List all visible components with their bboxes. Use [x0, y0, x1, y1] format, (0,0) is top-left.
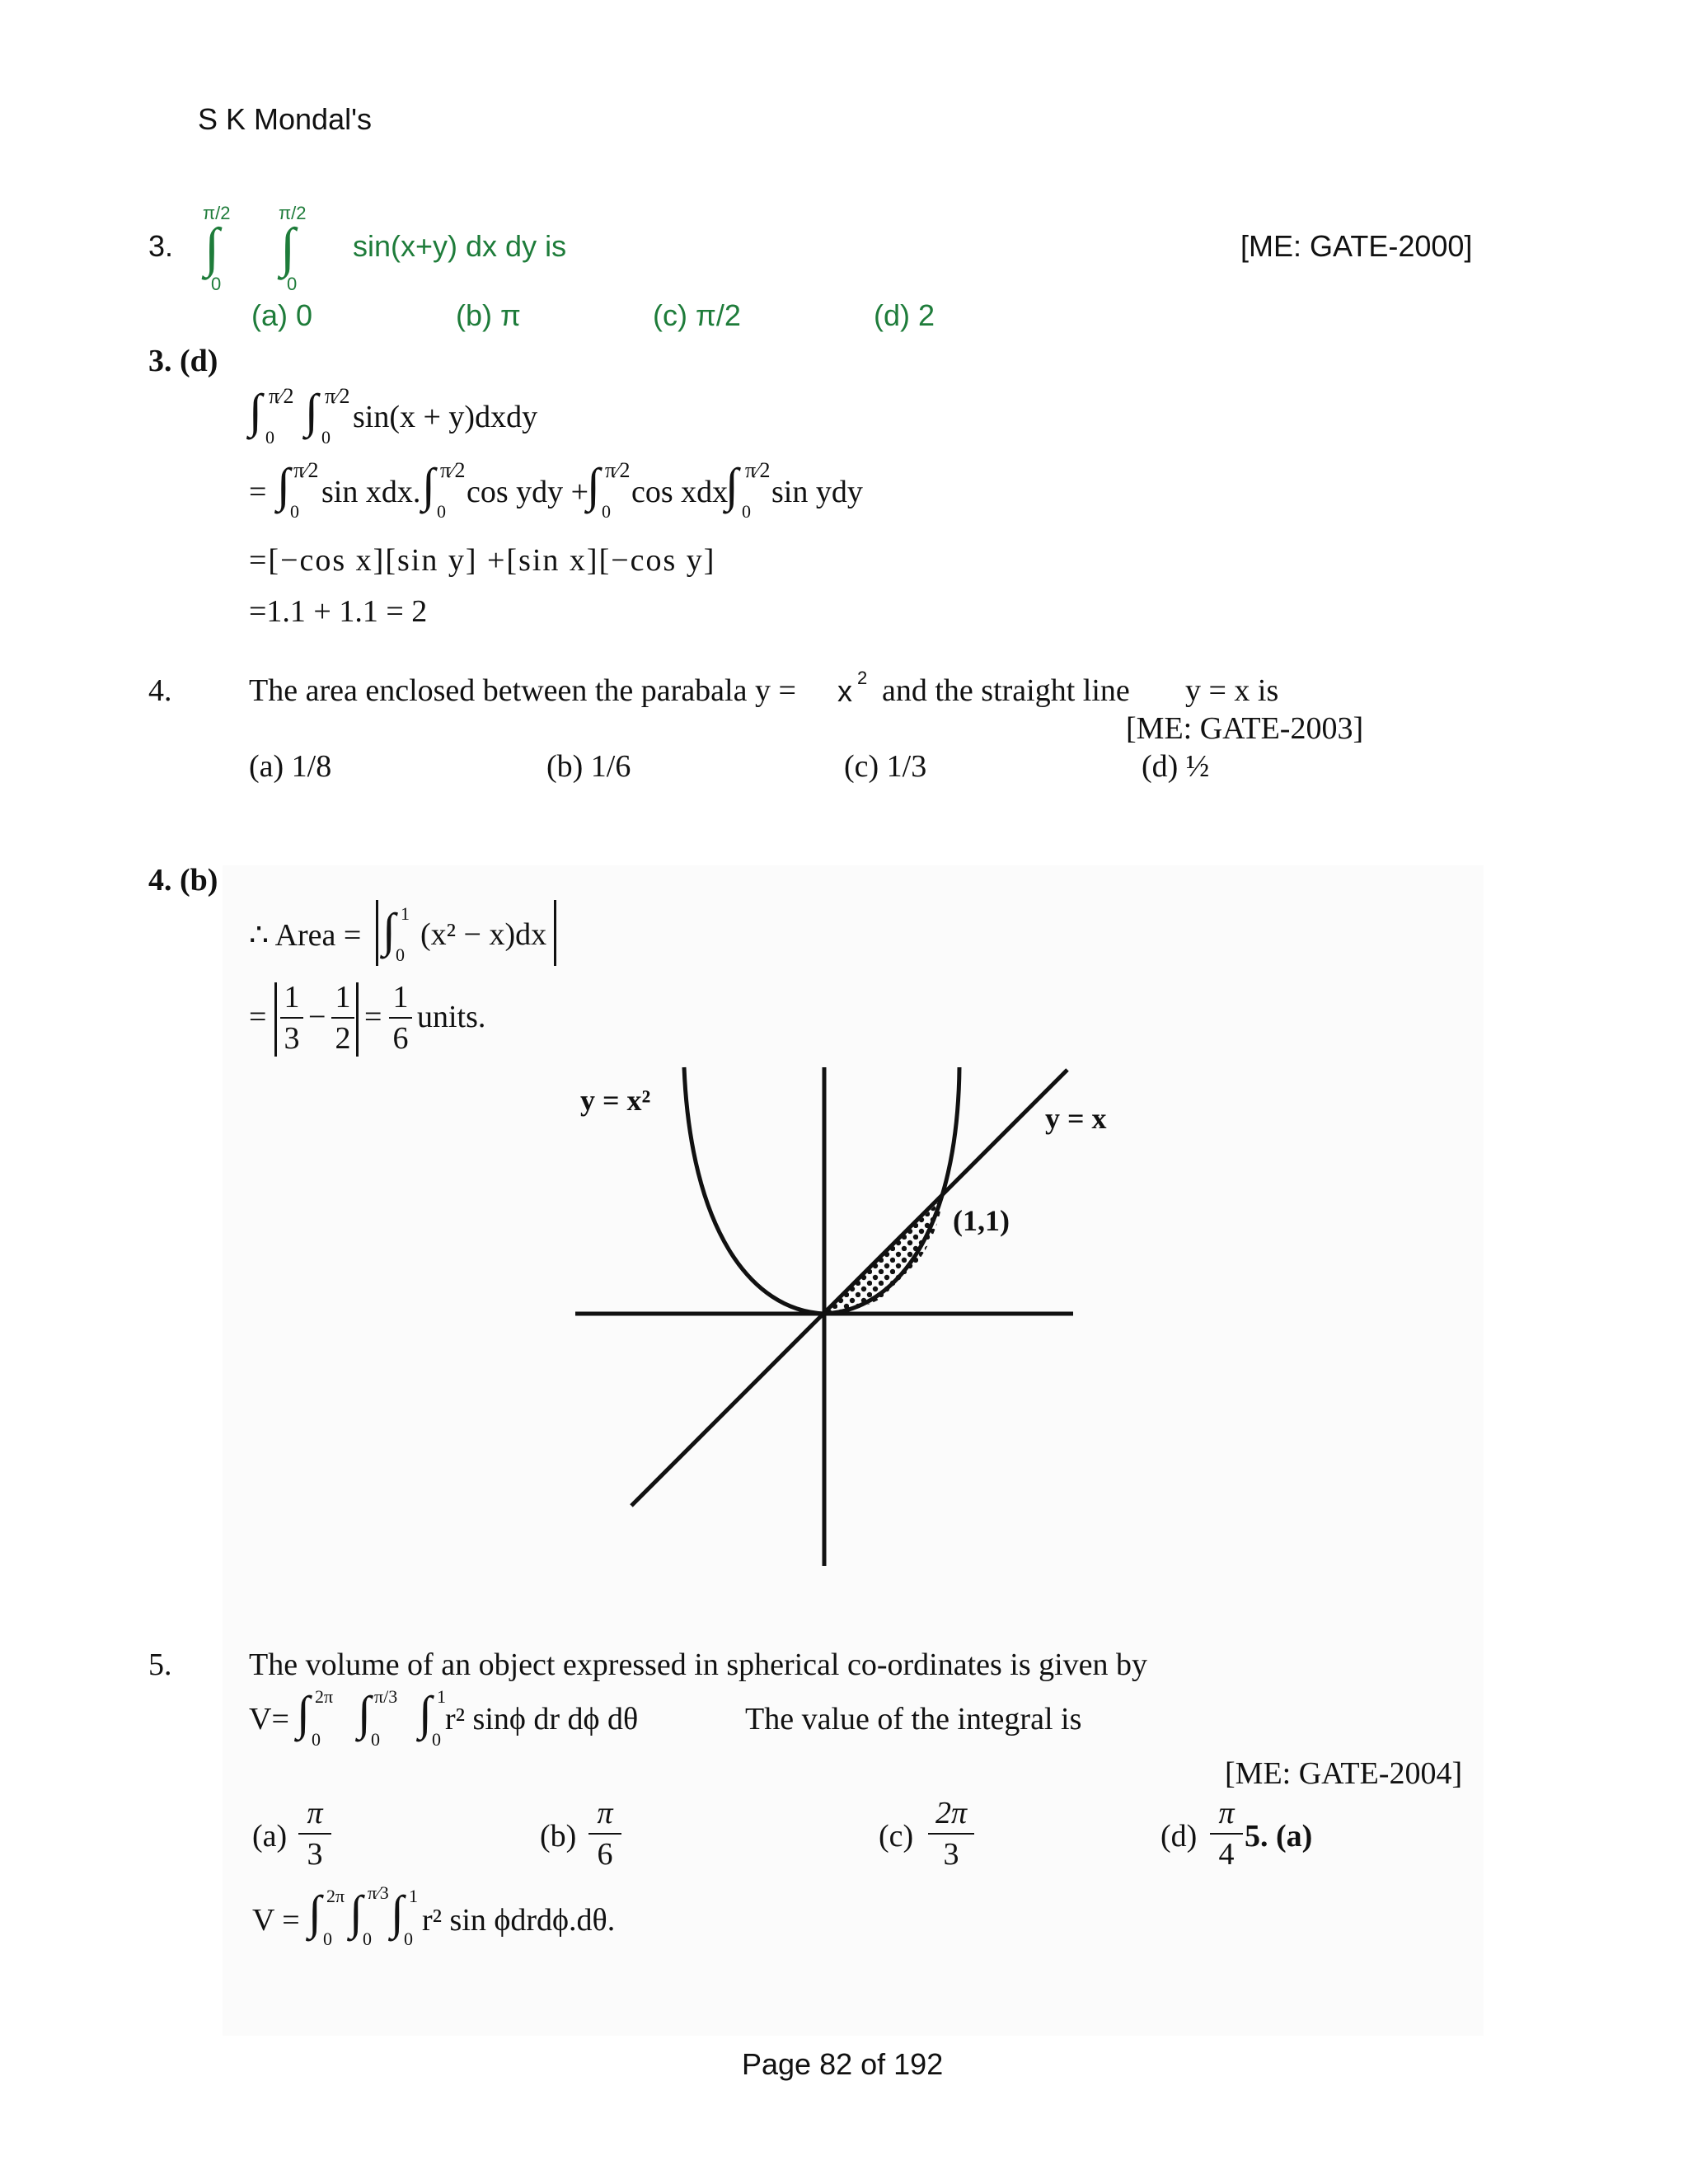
- a3-l2-integral-1: ∫: [277, 458, 290, 512]
- a3-l2-integral-4: ∫: [725, 458, 738, 512]
- a3-l2-lower-2: 0: [437, 501, 446, 522]
- a3-l2-eq: =: [249, 475, 267, 509]
- a3-line4: =1.1 + 1.1 = 2: [249, 594, 428, 629]
- a5-integrand: r² sin ϕdrdϕ.dθ.: [422, 1903, 616, 1938]
- q4-option-b: (b) 1/6: [546, 749, 631, 784]
- q3-integral-sign-2: ∫: [280, 218, 296, 278]
- q5-integral-3: ∫: [419, 1686, 432, 1740]
- a4-frac3-num: 1: [392, 980, 409, 1015]
- q4-x: x: [837, 674, 852, 708]
- a3-l1-integral-2: ∫: [305, 384, 318, 438]
- a4-frac2-num: 1: [335, 980, 351, 1015]
- a3-l1-upper-2: π⁄2: [325, 384, 350, 408]
- q5-c-num: 2π: [935, 1796, 968, 1830]
- a3-l2-lower-4: 0: [742, 501, 751, 522]
- a3-label: 3. (d): [148, 344, 218, 378]
- q5-option-b-fraction: [588, 1795, 621, 1872]
- a4-fraction-1: [280, 979, 303, 1057]
- q5-option-b-label: (b): [540, 1819, 577, 1854]
- q3-option-c: (c) π/2: [653, 298, 741, 332]
- a4-eq: =: [249, 1000, 267, 1034]
- q5-lower-3: 0: [432, 1729, 441, 1750]
- a4-abs-bar2-right: [356, 982, 359, 1057]
- q3-option-d: (d) 2: [874, 298, 935, 332]
- q4-text2: and the straight line: [882, 673, 1130, 708]
- q5-integral-1: ∫: [297, 1686, 310, 1740]
- a3-l1-upper-1: π⁄2: [269, 384, 294, 408]
- a4-lower-limit: 0: [396, 944, 405, 965]
- q5-d-num: π: [1218, 1796, 1235, 1830]
- a4-units: units.: [417, 1000, 486, 1034]
- q5-text: The volume of an object expressed in spherical co-ordinates is given by: [249, 1647, 1148, 1682]
- a3-l2-upper-4: π⁄2: [745, 458, 771, 482]
- q3-lower-limit-1: 0: [211, 274, 222, 294]
- a3-l1-lower-2: 0: [321, 427, 331, 448]
- a5-upper-1: 2π: [326, 1886, 345, 1906]
- q5-text2: The value of the integral is: [745, 1702, 1082, 1736]
- q4-option-c: (c) 1/3: [844, 749, 927, 784]
- q5-source: [ME: GATE-2004]: [1225, 1756, 1463, 1791]
- a3-l2-lower-3: 0: [602, 501, 611, 522]
- figure-label-line: y = x: [1045, 1102, 1107, 1135]
- a3-line3: =[−cos x][sin y] +[sin x][−cos y]: [249, 543, 716, 578]
- q4-text: The area enclosed between the parabala y =: [249, 673, 796, 708]
- a3-l2-upper-1: π⁄2: [293, 458, 319, 482]
- a4-abs-bar2-left: [274, 982, 277, 1057]
- q4-exponent: 2: [857, 668, 868, 688]
- a4-frac3-den: 6: [392, 1021, 409, 1056]
- line-y-equals-x: [631, 1070, 1067, 1506]
- q5-integrand: r² sinϕ dr dϕ dθ: [445, 1702, 639, 1736]
- a3-l2-term-4: sin ydy: [771, 475, 863, 509]
- a4-fraction-2: [331, 979, 354, 1057]
- a5-upper-2: π⁄3: [368, 1882, 389, 1903]
- q3-integrand: sin(x+y) dx dy is: [353, 229, 567, 263]
- q5-option-d-label: (d): [1160, 1819, 1198, 1854]
- a3-l1-lower-1: 0: [265, 427, 274, 448]
- a3-l1-integral-1: ∫: [249, 384, 262, 438]
- q5-option-a-label: (a): [252, 1819, 288, 1854]
- q5-option-d-fraction: [1210, 1795, 1243, 1872]
- q4-text3: y = x is: [1185, 673, 1279, 708]
- a4-frac1-den: 3: [284, 1021, 300, 1056]
- a4-area-prefix: ∴ Area =: [249, 918, 362, 953]
- a4-abs-bar-right: [554, 900, 556, 966]
- a3-l2-integral-3: ∫: [587, 458, 600, 512]
- figure-label-parabola: y = x²: [580, 1084, 651, 1117]
- q5-lower-1: 0: [312, 1729, 321, 1750]
- a5-lower-2: 0: [363, 1929, 372, 1949]
- a5-lower-3: 0: [404, 1929, 413, 1949]
- a5-lower-1: 0: [323, 1929, 332, 1949]
- a3-l2-integral-2: ∫: [422, 458, 435, 512]
- q3-upper-limit-1: π/2: [203, 203, 231, 223]
- a4-fraction-3: [389, 979, 412, 1057]
- a5-upper-3: 1: [409, 1886, 418, 1906]
- a3-l2-term-3: cos xdx: [631, 475, 729, 509]
- figure-label-point: (1,1): [953, 1204, 1010, 1237]
- parabola-curve: [684, 1067, 959, 1314]
- a4-frac1-num: 1: [284, 980, 300, 1015]
- q3-integral-sign-1: ∫: [204, 218, 220, 278]
- q5-option-a-fraction: [298, 1795, 331, 1872]
- a5-integral-3: ∫: [391, 1886, 404, 1939]
- q4-option-a: (a) 1/8: [249, 749, 332, 784]
- a4-integral-sign: ∫: [382, 903, 396, 957]
- q5-a-num: π: [307, 1796, 323, 1830]
- q5-option-c-fraction: [928, 1795, 974, 1872]
- q3-lower-limit-2: 0: [287, 274, 298, 294]
- q3-source: [ME: GATE-2000]: [1240, 229, 1473, 263]
- a4-abs-bar-left: [376, 900, 378, 966]
- q3-option-b: (b) π: [456, 298, 521, 332]
- a4-label: 4. (b): [148, 863, 218, 898]
- q5-d-den: 4: [1218, 1837, 1235, 1872]
- a4-minus: −: [308, 1000, 326, 1034]
- a5-label: 5. (a): [1245, 1819, 1313, 1854]
- a3-line1: sin(x + y)dxdy: [353, 400, 538, 434]
- a4-upper-limit: 1: [401, 903, 410, 924]
- a4-integrand: (x² − x)dx: [420, 917, 547, 952]
- q5-c-den: 3: [943, 1837, 959, 1872]
- q5-upper-1: 2π: [315, 1686, 334, 1707]
- q5-integral-2: ∫: [358, 1686, 371, 1740]
- a5-v-prefix: V =: [252, 1903, 300, 1938]
- q5-option-c-label: (c): [879, 1819, 914, 1854]
- q4-option-d: (d) ½: [1142, 749, 1210, 784]
- a4-eq2: =: [364, 1000, 382, 1034]
- q5-a-den: 3: [307, 1837, 323, 1872]
- a3-l2-upper-2: π⁄2: [440, 458, 466, 482]
- q4-number: 4.: [148, 673, 172, 708]
- q5-b-den: 6: [597, 1837, 613, 1872]
- header-author: S K Mondal's: [198, 102, 372, 136]
- a3-l2-upper-3: π⁄2: [605, 458, 631, 482]
- q3-number: 3.: [148, 229, 174, 263]
- a3-l2-term-2: cos ydy +: [467, 475, 589, 509]
- q3-upper-limit-2: π/2: [279, 203, 307, 223]
- page-number: Page 82 of 192: [742, 2047, 944, 2081]
- a3-l2-lower-1: 0: [290, 501, 299, 522]
- q4-source: [ME: GATE-2003]: [1126, 711, 1364, 746]
- q5-v-prefix: V=: [249, 1702, 289, 1736]
- q5-number: 5.: [148, 1647, 172, 1682]
- a5-integral-2: ∫: [349, 1886, 363, 1939]
- q5-lower-2: 0: [371, 1729, 380, 1750]
- a5-integral-1: ∫: [308, 1886, 321, 1939]
- q3-option-a: (a) 0: [251, 298, 313, 332]
- a3-l2-term-1: sin xdx.: [321, 475, 421, 509]
- q5-b-num: π: [597, 1796, 613, 1830]
- a4-frac2-den: 2: [335, 1021, 351, 1056]
- q5-upper-3: 1: [437, 1686, 446, 1707]
- q5-upper-2: π/3: [374, 1686, 398, 1707]
